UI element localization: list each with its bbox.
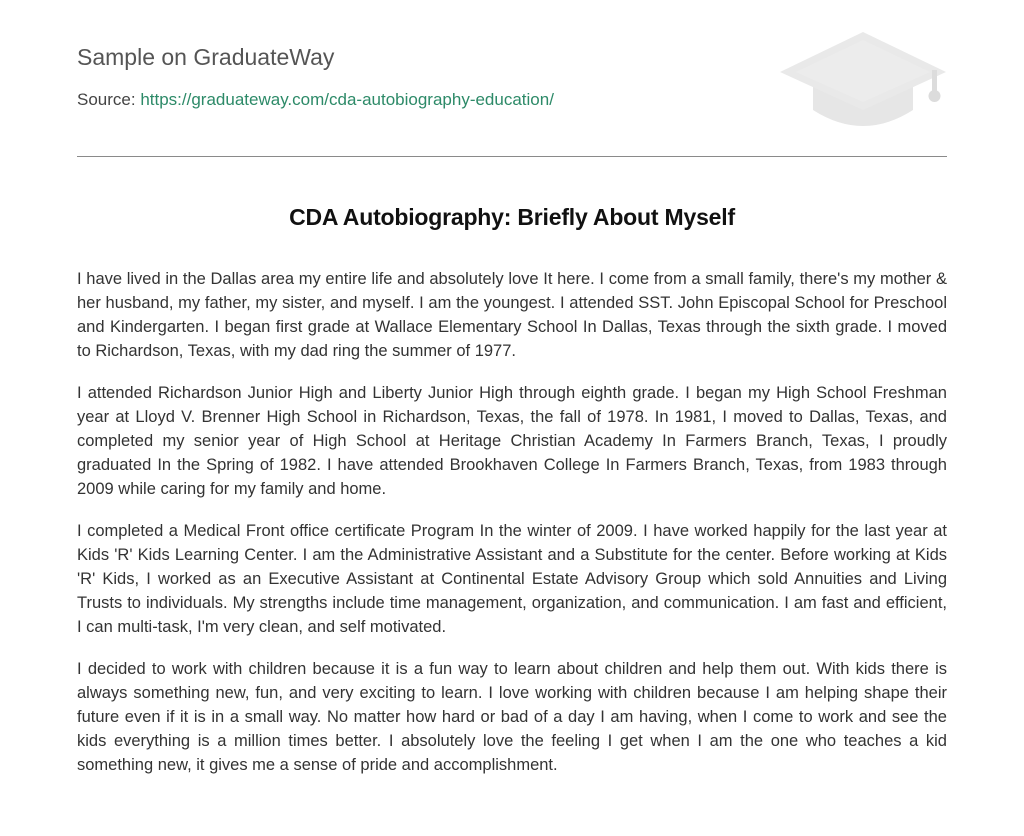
paragraph: I completed a Medical Front office certificate Program In the winter of 2009. I have worked happily for the last year at Kids 'R' Kids Learning Center. I am the Administrative Assistant and a Substitute for the center. Before working at Kids 'R' Kids, I worked as an Executive Assistant at Continental Estate Advisory Group which sold Annuities and Living Trusts to individuals. My strengths include time management, organization, and communication. I am fast and efficient, I can multi-task, I'm very clean, and self motivated. xyxy=(77,522,947,636)
document-title: CDA Autobiography: Briefly About Myself xyxy=(289,204,735,230)
tassel-end xyxy=(929,90,941,102)
document-page xyxy=(77,0,947,774)
site-name: Sample on GraduateWay xyxy=(77,44,335,70)
source-link[interactable]: https://graduateway.com/cda-autobiography-education/ xyxy=(140,90,554,109)
paragraph: I decided to work with children because it is a fun way to learn about children and help them out. With kids there is always something new, fun, and very exciting to learn. I love working with children because I am helping shape their future even if it is in a small way. No matter how hard or bad of a day I am having, when I come to work and see the kids everything is a million times better. I absolutely love the feeling I get when I am the one who teaches a kid something new, it gives me a sense of pride and accomplishment. xyxy=(77,660,947,774)
source-label: Source: xyxy=(77,90,136,109)
paragraph: I attended Richardson Junior High and Liberty Junior High through eighth grade. I began my High School Freshman year at Lloyd V. Brenner High School in Richardson, Texas, the fall of 1978. In 1981, I moved to Dallas, Texas, and completed my senior year of High School at Heritage Christian Academy In Farmers Branch, Texas, I proudly graduated In the Spring of 1982. I have attended Brookhaven College In Farmers Branch, Texas, from 1983 through 2009 while caring for my family and home. xyxy=(77,384,947,498)
paragraph: I have lived in the Dallas area my entire life and absolutely love It here. I come from a small family, there's my mother & her husband, my father, my sister, and myself. I am the youngest. I attended SST. John Episcopal School for Preschool and Kindergarten. I began first grade at Wallace Elementary School In Dallas, Texas through the sixth grade. I moved to Richardson, Texas, with my dad ring the summer of 1977. xyxy=(77,270,947,360)
page-header xyxy=(77,0,947,157)
graduation-cap-icon xyxy=(780,30,946,132)
article-body xyxy=(77,267,947,795)
source-line xyxy=(77,90,554,110)
